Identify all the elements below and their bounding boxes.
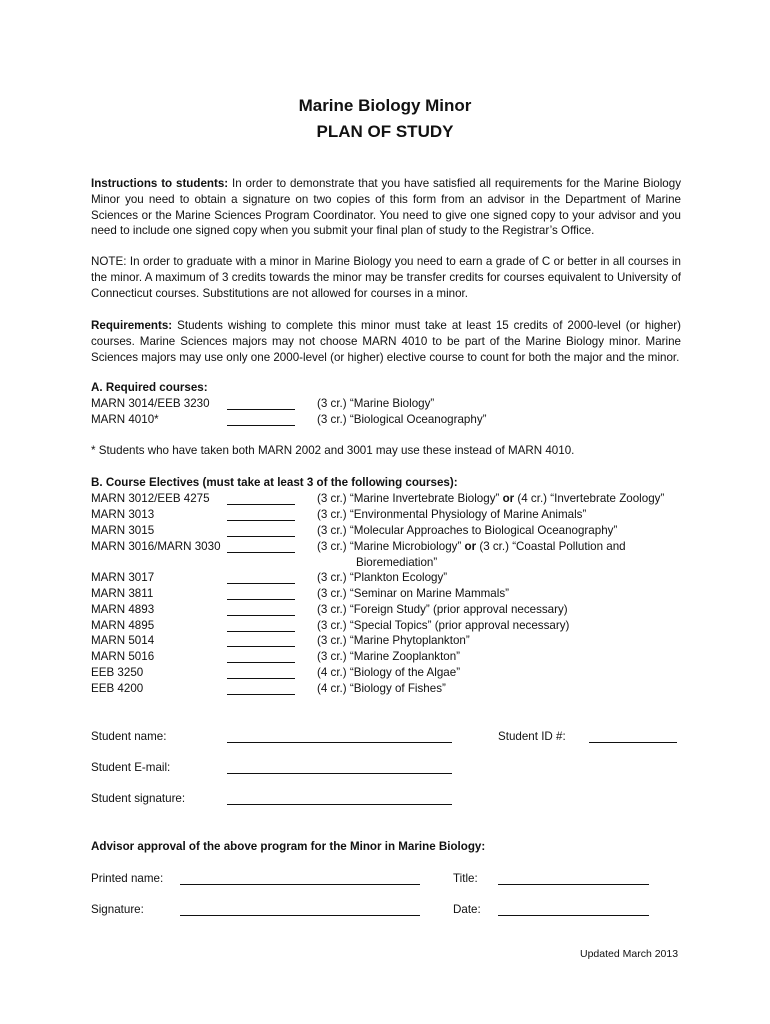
course-description: (3 cr.) “Molecular Approaches to Biological Oceanography” — [317, 524, 618, 537]
course-row — [91, 650, 711, 666]
course-code: MARN 3017 — [91, 571, 155, 584]
required-footnote: * Students who have taken both MARN 2002 and 3001 may use these instead of MARN 4010. — [91, 444, 575, 457]
or-connector: or — [502, 492, 515, 505]
course-grade-blank[interactable] — [227, 520, 295, 521]
requirements-paragraph — [91, 318, 681, 365]
student-name-label: Student name: — [91, 730, 167, 743]
advisor-signature-field[interactable] — [180, 915, 420, 916]
course-grade-blank[interactable] — [227, 536, 295, 537]
course-code: MARN 3015 — [91, 524, 155, 537]
instructions-text: In order to demonstrate that you have satisfied all requirements for the Marine Biology Minor you need to obtain a signature on two copies of this form from an advisor in the Department of Marine Sciences or the Marine Sciences Program Coordinator. You need to give one signed copy to your advisor and you need to include one signed copy when you submit your final plan of study to the Registrar’s Office. — [91, 177, 681, 238]
course-desc-part: (3 cr.) “Marine Microbiology” — [317, 540, 465, 553]
course-description — [317, 492, 664, 505]
course-description: (3 cr.) “Plankton Ecology” — [317, 571, 448, 584]
course-grade-blank[interactable] — [227, 615, 295, 616]
course-code: EEB 3250 — [91, 666, 144, 679]
course-code: MARN 4893 — [91, 603, 155, 616]
course-code: MARN 3014/EEB 3230 — [91, 397, 210, 410]
required-courses-heading: A. Required courses: — [91, 381, 208, 394]
requirements-label: Requirements: — [91, 319, 173, 332]
course-row — [91, 666, 711, 682]
course-row — [91, 571, 711, 587]
course-grade-blank[interactable] — [227, 646, 295, 647]
student-signature-label: Student signature: — [91, 792, 186, 805]
course-grade-blank[interactable] — [227, 631, 295, 632]
student-id-field[interactable] — [589, 742, 677, 743]
course-grade-blank[interactable] — [227, 409, 295, 410]
course-row — [91, 682, 711, 698]
course-desc-part: (4 cr.) “Invertebrate Zoology” — [514, 492, 665, 505]
advisor-signature-label: Signature: — [91, 903, 144, 916]
title-field[interactable] — [498, 884, 649, 885]
course-grade-blank[interactable] — [227, 583, 295, 584]
requirements-text: Students wishing to complete this minor must take at least 15 credits of 2000-level (or higher) courses. Marine Sciences majors may not choose MARN 4010 to be part of the Marine Biology minor. Marine Sciences majors may use only one 2000-level (or higher) elective course to count for both the major and the minor. — [91, 319, 681, 364]
course-desc-part: (3 cr.) “Coastal Pollution and — [476, 540, 626, 553]
course-description: (3 cr.) “Foreign Study” (prior approval necessary) — [317, 603, 568, 616]
advisor-approval-heading: Advisor approval of the above program for the Minor in Marine Biology: — [91, 840, 486, 853]
course-code: MARN 5016 — [91, 650, 155, 663]
student-name-field[interactable] — [227, 742, 452, 743]
course-row — [91, 603, 711, 619]
student-signature-field[interactable] — [227, 804, 452, 805]
course-code: MARN 4010* — [91, 413, 159, 426]
course-row — [91, 397, 711, 413]
course-description: (3 cr.) “Marine Biology” — [317, 397, 435, 410]
course-description-continued: Bioremediation” — [356, 556, 438, 569]
course-row — [91, 508, 711, 524]
instructions-paragraph — [91, 176, 681, 239]
document-title: Marine Biology Minor — [298, 96, 472, 115]
course-grade-blank[interactable] — [227, 662, 295, 663]
course-grade-blank[interactable] — [227, 552, 295, 553]
course-description: (3 cr.) “Biological Oceanography” — [317, 413, 487, 426]
updated-date-footer: Updated March 2013 — [580, 948, 679, 960]
course-description: (4 cr.) “Biology of the Algae” — [317, 666, 461, 679]
course-code: MARN 5014 — [91, 634, 155, 647]
course-code: MARN 3016/MARN 3030 — [91, 540, 221, 553]
course-description: (3 cr.) “Special Topics” (prior approval necessary) — [317, 619, 570, 632]
course-description: (3 cr.) “Marine Phytoplankton” — [317, 634, 470, 647]
course-code: MARN 3811 — [91, 587, 154, 600]
student-id-label: Student ID #: — [498, 730, 566, 743]
or-connector: or — [464, 540, 477, 553]
date-label: Date: — [453, 903, 481, 916]
course-grade-blank[interactable] — [227, 504, 295, 505]
course-code: MARN 4895 — [91, 619, 155, 632]
course-row — [91, 524, 711, 540]
printed-name-field[interactable] — [180, 884, 420, 885]
course-row — [91, 540, 711, 569]
course-row — [91, 413, 711, 429]
document-subtitle: PLAN OF STUDY — [316, 122, 454, 141]
course-description: (3 cr.) “Environmental Physiology of Marine Animals” — [317, 508, 587, 521]
course-code: MARN 3013 — [91, 508, 155, 521]
student-email-field[interactable] — [227, 773, 452, 774]
instructions-label: Instructions to students: — [91, 177, 229, 190]
course-row — [91, 492, 711, 508]
title-label: Title: — [453, 872, 478, 885]
course-row — [91, 587, 711, 603]
course-desc-part: (3 cr.) “Marine Invertebrate Biology” — [317, 492, 503, 505]
course-description: (4 cr.) “Biology of Fishes” — [317, 682, 446, 695]
course-row — [91, 619, 711, 635]
course-row — [91, 634, 711, 650]
course-code: MARN 3012/EEB 4275 — [91, 492, 210, 505]
course-grade-blank[interactable] — [227, 599, 295, 600]
course-description: (3 cr.) “Seminar on Marine Mammals” — [317, 587, 509, 600]
date-field[interactable] — [498, 915, 649, 916]
course-grade-blank[interactable] — [227, 425, 295, 426]
course-code: EEB 4200 — [91, 682, 144, 695]
student-email-label: Student E-mail: — [91, 761, 171, 774]
course-grade-blank[interactable] — [227, 678, 295, 679]
course-grade-blank[interactable] — [227, 694, 295, 695]
course-description — [317, 540, 626, 553]
note-paragraph: NOTE: In order to graduate with a minor in Marine Biology you need to earn a grade of C or better in all courses in the minor. A maximum of 3 credits towards the minor may be transfer credits for courses equivalent to University of Connecticut courses. Substitutions are not allowed for courses in a minor. — [91, 255, 681, 300]
electives-heading: B. Course Electives (must take at least 3 of the following courses): — [91, 476, 458, 489]
printed-name-label: Printed name: — [91, 872, 164, 885]
course-description: (3 cr.) “Marine Zooplankton” — [317, 650, 461, 663]
